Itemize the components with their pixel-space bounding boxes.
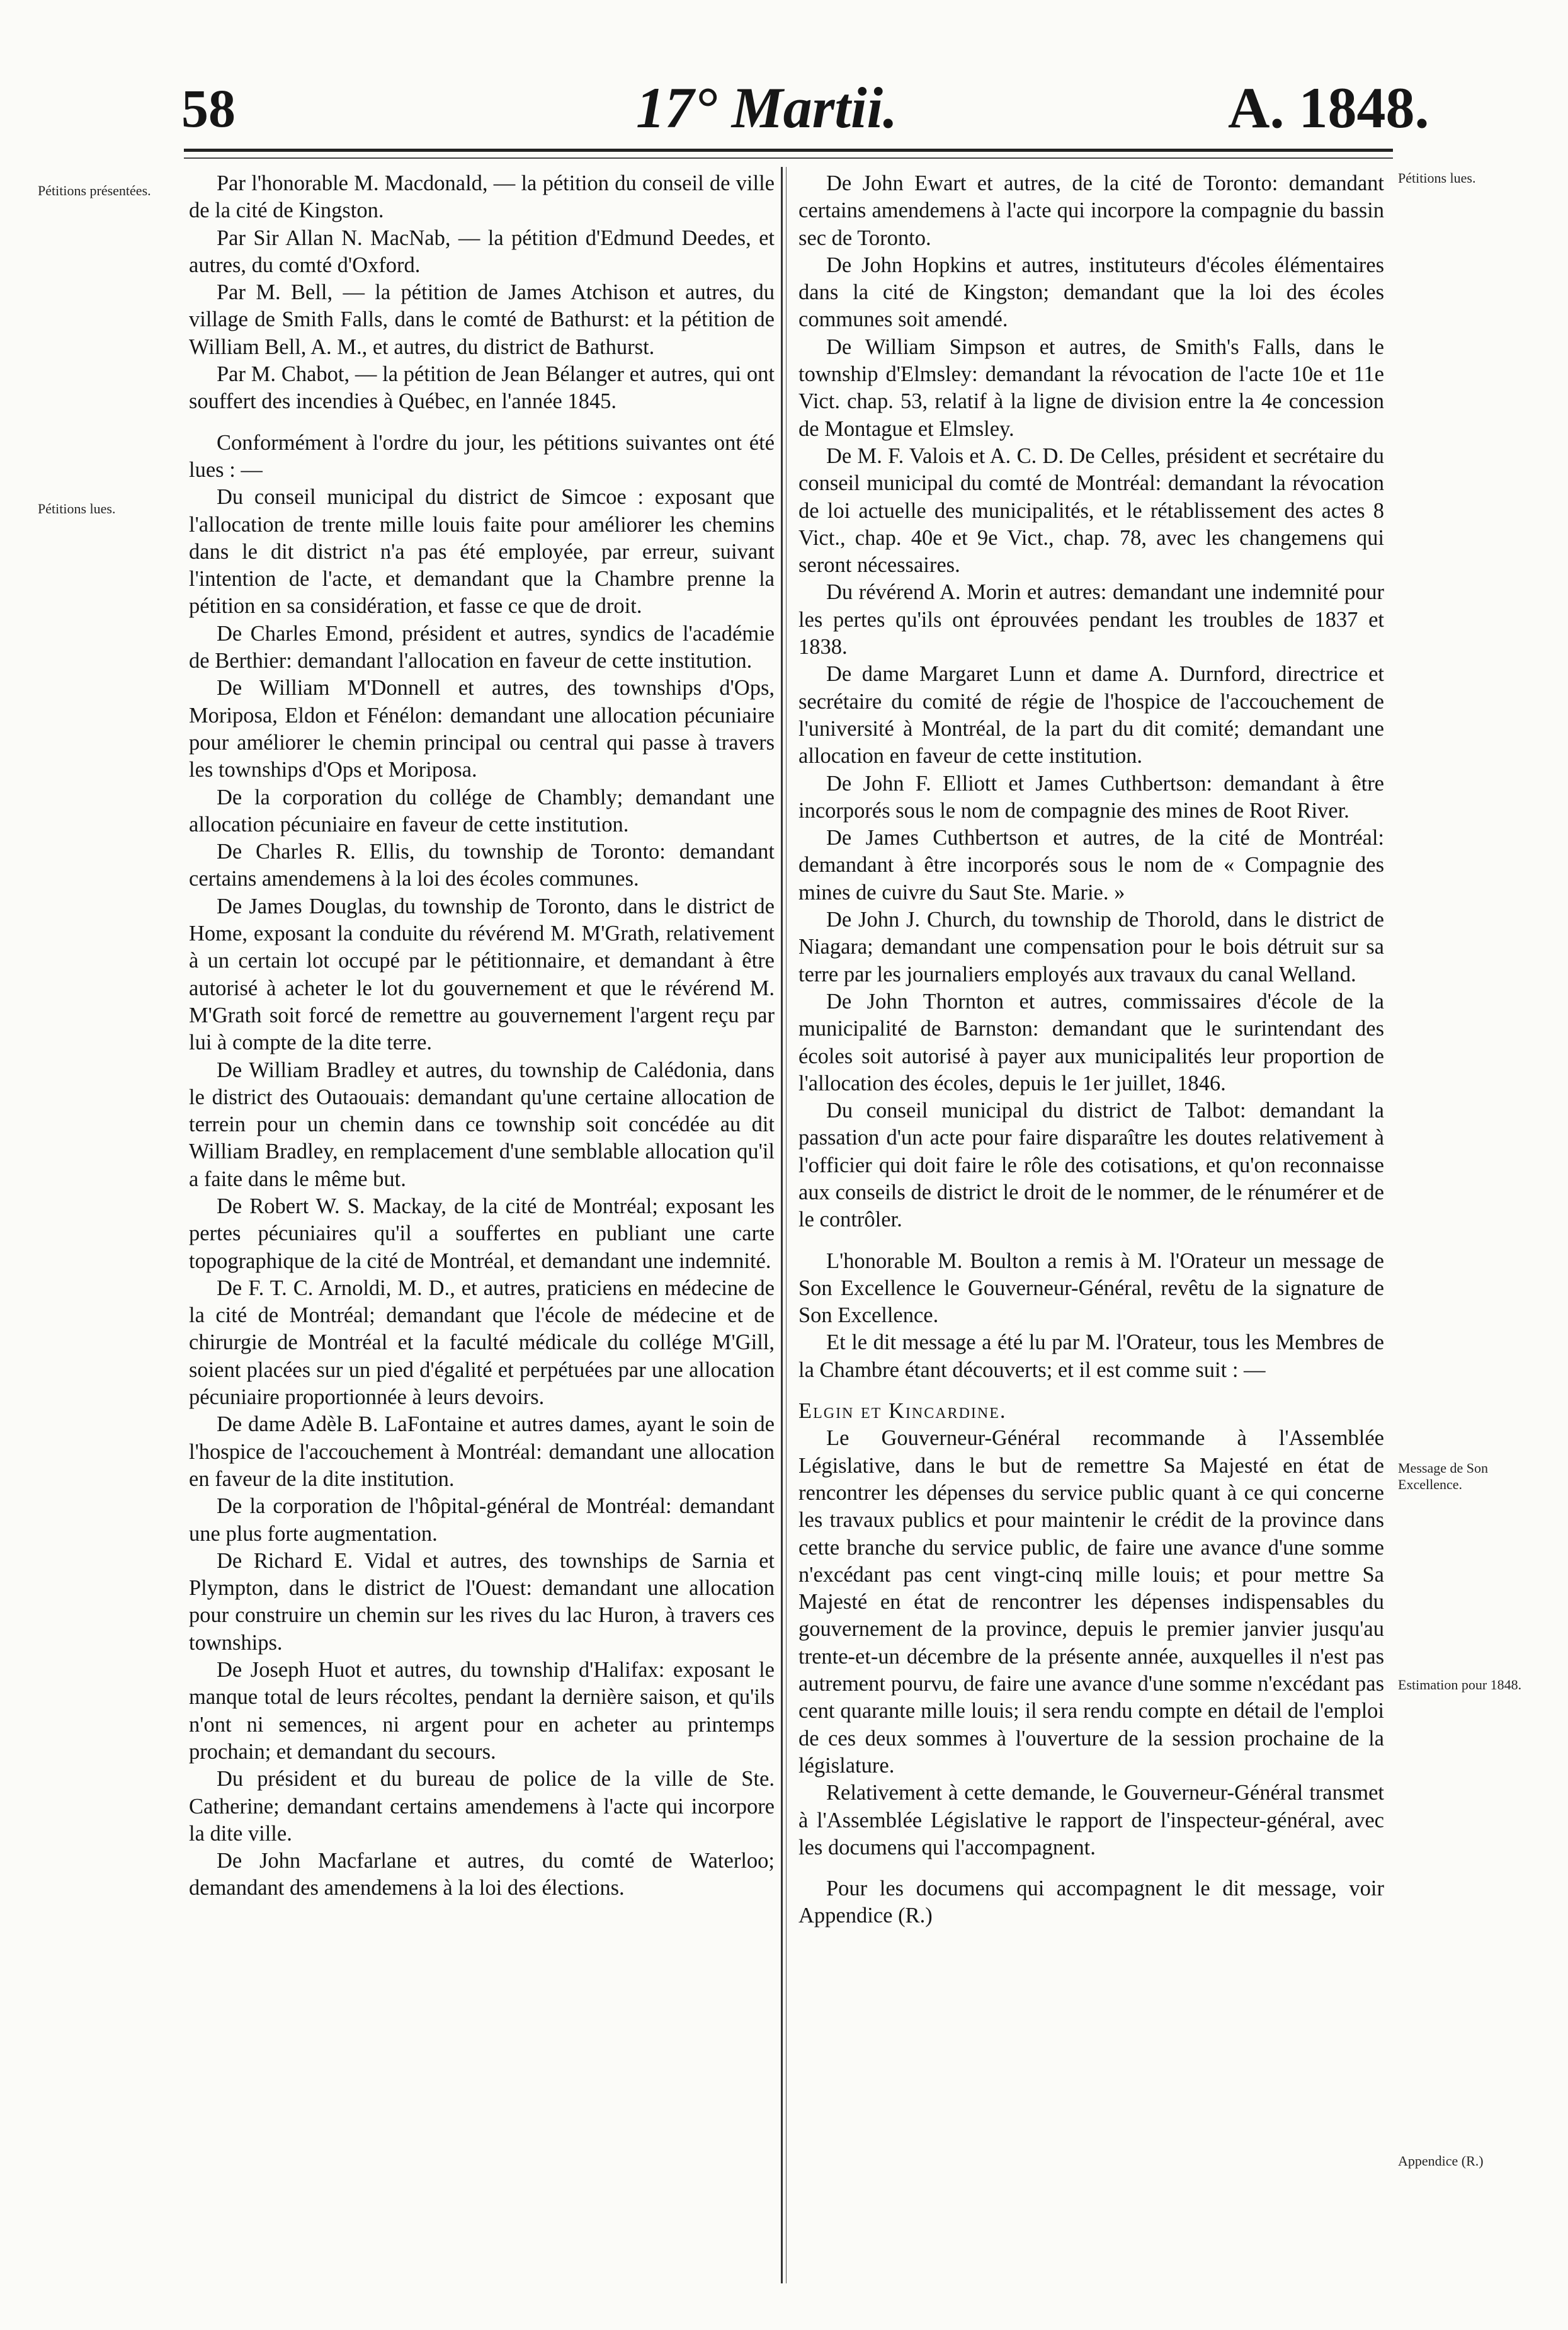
right-column (798, 170, 1384, 2268)
paragraph: De la corporation du collége de Chambly; demandant une allocation pécuniaire en faveur de cette institution. (189, 785, 775, 837)
paragraph: De la corporation de l'hôpital-général de Montréal: demandant une plus forte augmentation. (189, 1494, 775, 1546)
paragraph: Conformément à l'ordre du jour, les pétitions suivantes ont été lues : — (189, 430, 775, 482)
margin-note-message: Message de Son Excellence. (1398, 1460, 1488, 1492)
paragraph: De William Simpson et autres, de Smith's Falls, dans le township d'Elmsley: demandant la révocation de l'acte 10e et 11e Vict. chap. 53, relatif à la ligne de division entre la 4e concession de Montague et Elmsley. (798, 334, 1384, 441)
margin-note-read-right: Pétitions lues. (1398, 170, 1476, 186)
paragraph: Par l'honorable M. Macdonald, — la pétition du conseil de ville de la cité de Kingston. (189, 171, 775, 223)
paragraph: De Charles Emond, président et autres, syndics de l'académie de Berthier: demandant l'allocation en faveur de cette institution. (189, 621, 775, 673)
column-divider-thin (786, 167, 787, 2283)
paragraph: Par M. Chabot, — la pétition de Jean Bélanger et autres, qui ont souffert des incendies à Québec, en l'année 1845. (189, 362, 775, 414)
paragraph: Par M. Bell, — la pétition de James Atchison et autres, du village de Smith Falls, dans le comté de Bathurst: et la pétition de William Bell, A. M., et autres, du district de Bathurst. (189, 280, 775, 359)
paragraph: Le Gouverneur-Général recommande à l'Assemblée Législative, dans le but de remettre Sa Majesté en état de rencontrer les dépenses du service public quant à ce qui concerne les travaux publics et pour maintenir le crédit de la province dans cette branche du service public, de faire une avance d'une somme n'excédant pas cent vingt-cinq mille louis; et pour mettre Sa Majesté en état de rencontrer les dépenses indispensables du gouvernement de la province, depuis le premier janvier jusqu'au trente-et-un décembre de la présente année, auxquelles il n'est pas autrement pourvu, de faire une avance d'une somme n'excédant pas cent quarante mille louis; il sera rendu compte en détail de l'emploi de ces deux sommes à l'ouverture de la session prochaine de la législature. (798, 1426, 1384, 1778)
paragraph: De John Macfarlane et autres, du comté de Waterloo; demandant des amendemens à la loi des élections. (189, 1849, 775, 1900)
paragraph: Relativement à cette demande, le Gouverneur-Général transmet à l'Assemblée Législative le rapport de l'inspecteur-général, avec les documens qui l'accompagnent. (798, 1781, 1384, 1859)
margin-note-appendix: Appendice (R.) (1398, 2153, 1484, 2169)
page-header (0, 0, 1568, 164)
paragraph: De John Hopkins et autres, instituteurs d'écoles élémentaires dans la cité de Kingston; demandant que la loi des écoles communes soit amendé. (798, 253, 1384, 332)
paragraph: De F. T. C. Arnoldi, M. D., et autres, praticiens en médecine de la cité de Montréal; demandant que l'école de médecine et de chirurgie de Montréal et la faculté médicale du collége M'Gill, soient placées sur un pied d'égalité et perpétuées par une allocation pécuniaire proportionnée à leurs devoirs. (189, 1276, 775, 1410)
paragraph: De M. F. Valois et A. C. D. De Celles, président et secrétaire du conseil municipal du comté de Montréal: demandant la révocation de loi actuelle des municipalités, et le rétablissement des actes 8 Vict., chap. 40e et 9e Vict., chap. 78, avec les changemens qui seront nécessaires. (798, 443, 1384, 578)
paragraph: De James Douglas, du township de Toronto, dans le district de Home, exposant la conduite du révérend M. M'Grath, relativement à un certain lot occupé par le pétitionnaire, et demandant à être autorisé à acheter le lot du gouvernement et que le révérend M. M'Grath soit forcé de remettre au gouvernement l'argent reçu par lui à compte de la dite terre. (189, 894, 775, 1055)
paragraph: De Richard E. Vidal et autres, des townships de Sarnia et Plympton, dans le district de l'Ouest: demandant une allocation pour construire un chemin sur les rives du lac Huron, à travers ces townships. (189, 1548, 775, 1655)
paragraph: Du révérend A. Morin et autres: demandant une indemnité pour les pertes qu'ils ont éprouvées pendant les troubles de 1837 et 1838. (798, 580, 1384, 660)
paragraph: Du président et du bureau de police de la ville de Ste. Catherine; demandant certains amendemens à l'acte qui incorpore la dite ville. (189, 1767, 775, 1846)
header-year: A. 1848. (1228, 76, 1429, 140)
paragraph: Du conseil municipal du district de Simcoe : exposant que l'allocation de trente mille louis faite pour améliorer les chemins dans le dit district n'a pas été employée, par erreur, suivant l'intention de l'acte, et demandant que la Chambre prenne la pétition en sa considération, et fasse ce que de droit. (189, 485, 775, 619)
paragraph: De John Ewart et autres, de la cité de Toronto: demandant certains amendemens à l'acte qui incorpore la compagnie du bassin sec de Toronto. (798, 171, 1384, 250)
paragraph: De Robert W. S. Mackay, de la cité de Montréal; exposant les pertes pécuniaires qu'il a souffertes en publiant une carte topographique de la cité de Montréal, et demandant une indemnité. (189, 1194, 775, 1273)
margin-note-read-left: Pétitions lues. (38, 501, 116, 517)
paragraph: Par Sir Allan N. MacNab, — la pétition d'Edmund Deedes, et autres, du comté d'Oxford. (189, 226, 775, 277)
paragraph: Du conseil municipal du district de Talbot: demandant la passation d'un acte pour faire disparaître les doutes relativement à l'officier qui doit faire le rôle des cotisations, et qu'on reconnaisse aux conseils de district le droit de le nommer, de le rénumérer et de le contrôler. (798, 1099, 1384, 1232)
paragraph: De James Cuthbertson et autres, de la cité de Montréal: demandant à être incorporés sous le nom de « Compagnie des mines de cuivre du Saut Ste. Marie. » (798, 826, 1384, 905)
paragraph: De dame Adèle B. LaFontaine et autres dames, ayant le soin de l'hospice de l'accouchement à Montréal: demandant une allocation en faveur de la dite institution. (189, 1412, 775, 1491)
paragraph: De William Bradley et autres, du township de Calédonia, dans le district des Outaouais: demandant qu'une certaine allocation de terrein pour un chemin dans ce township soit concédée au dit William Bradley, en remplacement d'une semblable allocation qu'il a faite dans le même but. (189, 1058, 775, 1191)
paragraph: De Joseph Huot et autres, du township d'Halifax: exposant le manque total de leurs récoltes, pendant la dernière saison, et qu'ils n'ont ni semences, ni argent pour en acheter au printemps prochain; et demandant du secours. (189, 1658, 775, 1764)
margin-note-presented: Pétitions présentées. (38, 183, 151, 198)
paragraph: De John Thornton et autres, commissaires d'école de la municipalité de Barnston: demandant que le surintendant des écoles soit autorisé à payer aux municipalités leur proportion de l'allocation des écoles, depuis le 1er juillet, 1846. (798, 989, 1384, 1095)
paragraph: De John J. Church, du township de Thorold, dans le district de Niagara; demandant une compensation pour le bois détruit sur sa terre par les journaliers employés aux travaux du canal Welland. (798, 908, 1384, 986)
margin-note-estimate: Estimation pour 1848. (1398, 1677, 1522, 1693)
page-number: 58 (181, 78, 236, 139)
paragraph: Et le dit message a été lu par M. l'Orateur, tous les Membres de la Chambre étant découverts; et il est comme suit : — (798, 1330, 1384, 1382)
left-column (189, 170, 775, 2268)
header-date: 17° Martii. (636, 76, 898, 140)
paragraph: De John F. Elliott et James Cuthbertson: demandant à être incorporés sous le nom de compagnie des mines de Root River. (798, 771, 1384, 823)
paragraph: Pour les documens qui accompagnent le dit message, voir Appendice (R.) (798, 1876, 1384, 1928)
paragraph: De dame Margaret Lunn et dame A. Durnford, directrice et secrétaire du comité de régie de l'hospice de l'accouchement de l'université à Montréal, de la part du dit comité; demandant une allocation en faveur de cette institution. (798, 662, 1384, 768)
paragraph: L'honorable M. Boulton a remis à M. l'Orateur un message de Son Excellence le Gouverneur-Général, revêtu de la signature de Son Excellence. (798, 1248, 1384, 1328)
header-rule-thin (184, 157, 1393, 159)
paragraph: De William M'Donnell et autres, des townships d'Ops, Moriposa, Eldon et Fénélon: demandant une allocation pécuniaire pour améliorer le chemin principal ou central qui passe à travers les townships d'Ops et Moriposa. (189, 676, 775, 782)
paragraph: De Charles R. Ellis, du township de Toronto: demandant certains amendemens à la loi des écoles communes. (189, 840, 775, 891)
column-divider (781, 167, 783, 2283)
header-rule-thick (184, 149, 1393, 152)
signature-heading: Elgin et Kincardine. (798, 1399, 1007, 1424)
